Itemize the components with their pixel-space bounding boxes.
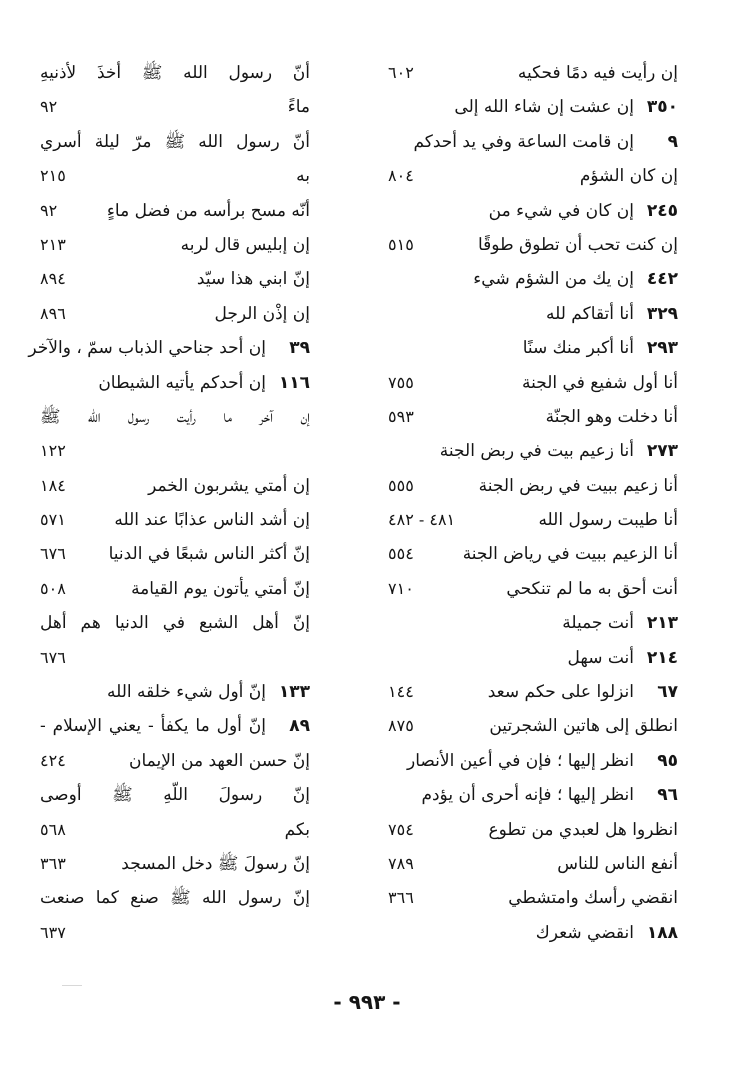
index-entry (388, 90, 678, 124)
entry-text: أنا طيبت رسول الله (538, 510, 678, 531)
entry-number: ٣٥٠ (646, 97, 678, 118)
entry-text: إن إذْن الرجل (214, 303, 310, 324)
entry-page-ref: ٨٠٤ (388, 166, 414, 186)
entry-page-ref: ٤٨١ - ٤٨٢ (388, 510, 456, 530)
entry-text: إن أمتي يشربون الخمر (148, 475, 310, 496)
entry-text: أنت أحق به ما لم تنكحي (506, 578, 678, 599)
entry-page-ref: ٥١٥ (388, 234, 414, 254)
index-entry (388, 847, 678, 881)
scan-speck (62, 985, 82, 986)
index-entry (40, 400, 310, 434)
index-entry (40, 194, 310, 228)
entry-text: أنفع الناس للناس (557, 853, 678, 874)
index-entry (388, 813, 678, 847)
index-entry (40, 744, 310, 778)
entry-text: إنّ أمتي يأتون يوم القيامة (131, 578, 310, 599)
index-entry (40, 297, 310, 331)
entry-text: انظروا هل لعبدي من تطوع (488, 819, 678, 840)
index-entry (40, 125, 310, 159)
entry-page-ref: ٣٦٣ (40, 853, 66, 873)
entry-text: أنت جميلة (562, 613, 634, 634)
entry-text: أنا زعيم ببيت في ربض الجنة (478, 475, 678, 496)
entry-text: إنّ أهل الشبع في الدنيا هم أهل (40, 613, 310, 634)
entry-page-ref: ٤٢٤ (40, 750, 66, 770)
entry-page-ref: ٧٥٥ (388, 372, 414, 392)
entry-page-ref: ٦٧٦ (40, 544, 66, 564)
entry-text: إن كان في شيء من (488, 200, 634, 221)
index-column-left (28, 56, 310, 950)
entry-text: أنت سهل (567, 647, 634, 668)
entry-text: إنّ رسولَ اللّهِ ﷺ أوصى (40, 785, 310, 806)
entry-number: ٨٩ (289, 716, 310, 737)
index-entry (388, 159, 678, 193)
entry-page-ref: ٥٩٣ (388, 406, 414, 426)
entry-text: إنّ ابني هذا سيّد (196, 269, 310, 290)
index-entry (40, 778, 310, 812)
index-entry (388, 194, 678, 228)
index-entry (388, 744, 678, 778)
index-entry (388, 469, 678, 503)
entry-page-ref: ٢١٥ (40, 166, 66, 186)
entry-text: أنا الزعيم ببيت في رياض الجنة (462, 544, 678, 565)
entry-number: ٣٩ (289, 338, 310, 359)
index-entry (388, 366, 678, 400)
entry-page-ref: ٨٧٥ (388, 716, 414, 736)
entry-number: ٦٧ (657, 682, 678, 703)
entry-number: ٢٧٣ (646, 441, 678, 462)
entry-text: إنّ رسول الله ﷺ صنع كما صنعت (40, 888, 310, 909)
index-entry (28, 331, 310, 365)
index-entry (40, 675, 310, 709)
index-entry (388, 503, 678, 537)
entry-number: ١٨٨ (646, 922, 678, 943)
entry-number: ٢٤٥ (646, 200, 678, 221)
index-column-right (388, 56, 678, 950)
index-entry (388, 228, 678, 262)
entry-text: إن يك من الشؤم شيء (473, 269, 634, 290)
entry-text: انظر إليها ؛ فإنه أحرى أن يؤدم (421, 785, 634, 806)
entry-text: أنا أتقاكم لله (545, 303, 634, 324)
entry-text: إن قامت الساعة وفي يد أحدكم (413, 131, 634, 152)
entry-page-ref: ١٢٢ (40, 441, 66, 461)
index-entry (40, 881, 310, 915)
entry-number: ٩٥ (657, 750, 678, 771)
index-entry (388, 572, 678, 606)
entry-number: ٩ (667, 131, 678, 152)
entry-text: إنّ أكثر الناس شبعًا في الدنيا (108, 544, 310, 565)
entry-page-ref: ٧٨٩ (388, 853, 414, 873)
index-entry (388, 297, 678, 331)
entry-text: إنّ رسولَ ﷺ دخل المسجد (121, 853, 310, 874)
entry-page-ref: ٧١٠ (388, 578, 414, 598)
entry-text: أنا دخلت وهو الجنّة (545, 406, 678, 427)
entry-text: إن كنت تحب أن تطوق طوقًا (477, 234, 678, 255)
entry-page-ref: ٣٦٦ (388, 888, 414, 908)
entry-text: به (296, 166, 310, 187)
index-entry (40, 262, 310, 296)
index-entry (388, 606, 678, 640)
index-entry (388, 537, 678, 571)
index-entry (40, 537, 310, 571)
entry-number: ٣٢٩ (646, 303, 678, 324)
entry-page-ref: ٨٩٤ (40, 269, 66, 289)
entry-page-ref: ٥٦٨ (40, 819, 66, 839)
index-entry (40, 228, 310, 262)
index-entry (388, 778, 678, 812)
index-entry (388, 916, 678, 950)
index-entry (388, 56, 678, 90)
index-entry (40, 469, 310, 503)
entry-text: إن أحدكم يأتيه الشيطان (98, 372, 266, 393)
index-entry (388, 881, 678, 915)
entry-page-ref: ٨٩٦ (40, 303, 66, 323)
entry-text: انطلق إلى هاتين الشجرتين (489, 716, 678, 737)
index-entry (40, 813, 310, 847)
index-entry (40, 641, 310, 675)
entry-page-ref: ٩٢ (40, 200, 58, 220)
entry-page-ref: ٥٥٤ (388, 544, 414, 564)
entry-page-ref: ١٤٤ (388, 682, 414, 702)
entry-number: ٢١٣ (646, 613, 678, 634)
index-entry (40, 916, 310, 950)
index-entry (388, 331, 678, 365)
entry-page-ref: ١٨٤ (40, 475, 66, 495)
entry-text: إن آخر ما رأيت رسول الله ﷺ (40, 406, 310, 427)
entry-text: انقضي رأسك وامتشطي (508, 888, 678, 909)
page-number: - ٩٩٣ - (333, 990, 401, 1014)
entry-number: ١٣٣ (278, 682, 310, 703)
entry-page-ref: ٦٣٧ (40, 922, 66, 942)
entry-text: إن عشت إن شاء الله إلى (454, 97, 634, 118)
entry-number: ٩٦ (657, 785, 678, 806)
entry-page-ref: ٥٠٨ (40, 578, 66, 598)
entry-text: بكم (284, 819, 310, 840)
entry-number: ٢١٤ (646, 647, 678, 668)
index-entry (388, 709, 678, 743)
entry-text: أنا أول شفيع في الجنة (522, 372, 678, 393)
entry-text: إن أشد الناس عذابًا عند الله (114, 510, 310, 531)
index-entry (40, 90, 310, 124)
index-entry (40, 159, 310, 193)
index-entry (40, 366, 310, 400)
entry-page-ref: ٦٠٢ (388, 63, 414, 82)
index-entry (388, 675, 678, 709)
entry-text: انزلوا على حكم سعد (487, 682, 634, 703)
index-entry (388, 262, 678, 296)
entry-page-ref: ٦٧٦ (40, 647, 66, 667)
entry-text: إن كان الشؤم (579, 166, 678, 187)
entry-page-ref: ٥٧١ (40, 510, 66, 530)
entry-text: إن إبليس قال لربه (180, 234, 310, 255)
entry-page-ref: ٧٥٤ (388, 819, 414, 839)
entry-text: إن رأيت فيه دمًا فحكيه (517, 63, 678, 83)
entry-page-ref: ٢١٣ (40, 234, 66, 254)
entry-text: أنّه مسح برأسه من فضل ماءٍ (106, 200, 310, 221)
index-entry (40, 434, 310, 468)
index-entry (40, 606, 310, 640)
index-entry (40, 847, 310, 881)
entry-number: ٤٤٢ (646, 269, 678, 290)
entry-text: أنّ رسول الله ﷺ مرّ ليلة أسري (40, 131, 310, 152)
entry-text: إنّ أول شيء خلقه الله (106, 682, 266, 703)
index-entry (388, 125, 678, 159)
entry-text: ماءً (287, 97, 310, 118)
index-entry (40, 503, 310, 537)
index-entry (40, 56, 310, 90)
entry-text: إنّ أول ما يكفأ - يعني الإسلام - (40, 716, 266, 737)
entry-text: إنّ حسن العهد من الإيمان (129, 750, 310, 771)
index-entry (388, 434, 678, 468)
index-entry (40, 709, 310, 743)
entry-text: أنا أكبر منك سنًا (522, 338, 634, 359)
entry-number: ١١٦ (278, 372, 310, 393)
entry-text: إن أحد جناحي الذباب سمّ ، والآخر (28, 338, 266, 359)
index-entry (388, 641, 678, 675)
index-entry (40, 572, 310, 606)
entry-text: انظر إليها ؛ فإن في أعين الأنصار (407, 750, 634, 771)
entry-text: أنّ رسول الله ﷺ أخذَ لأذنيهِ (40, 63, 310, 83)
entry-text: انقضي شعرك (535, 922, 634, 943)
entry-page-ref: ٥٥٥ (388, 475, 414, 495)
entry-page-ref: ٩٢ (40, 97, 58, 117)
entry-text: أنا زعيم بيت في ربض الجنة (439, 441, 634, 462)
entry-number: ٢٩٣ (646, 338, 678, 359)
index-entry (388, 400, 678, 434)
